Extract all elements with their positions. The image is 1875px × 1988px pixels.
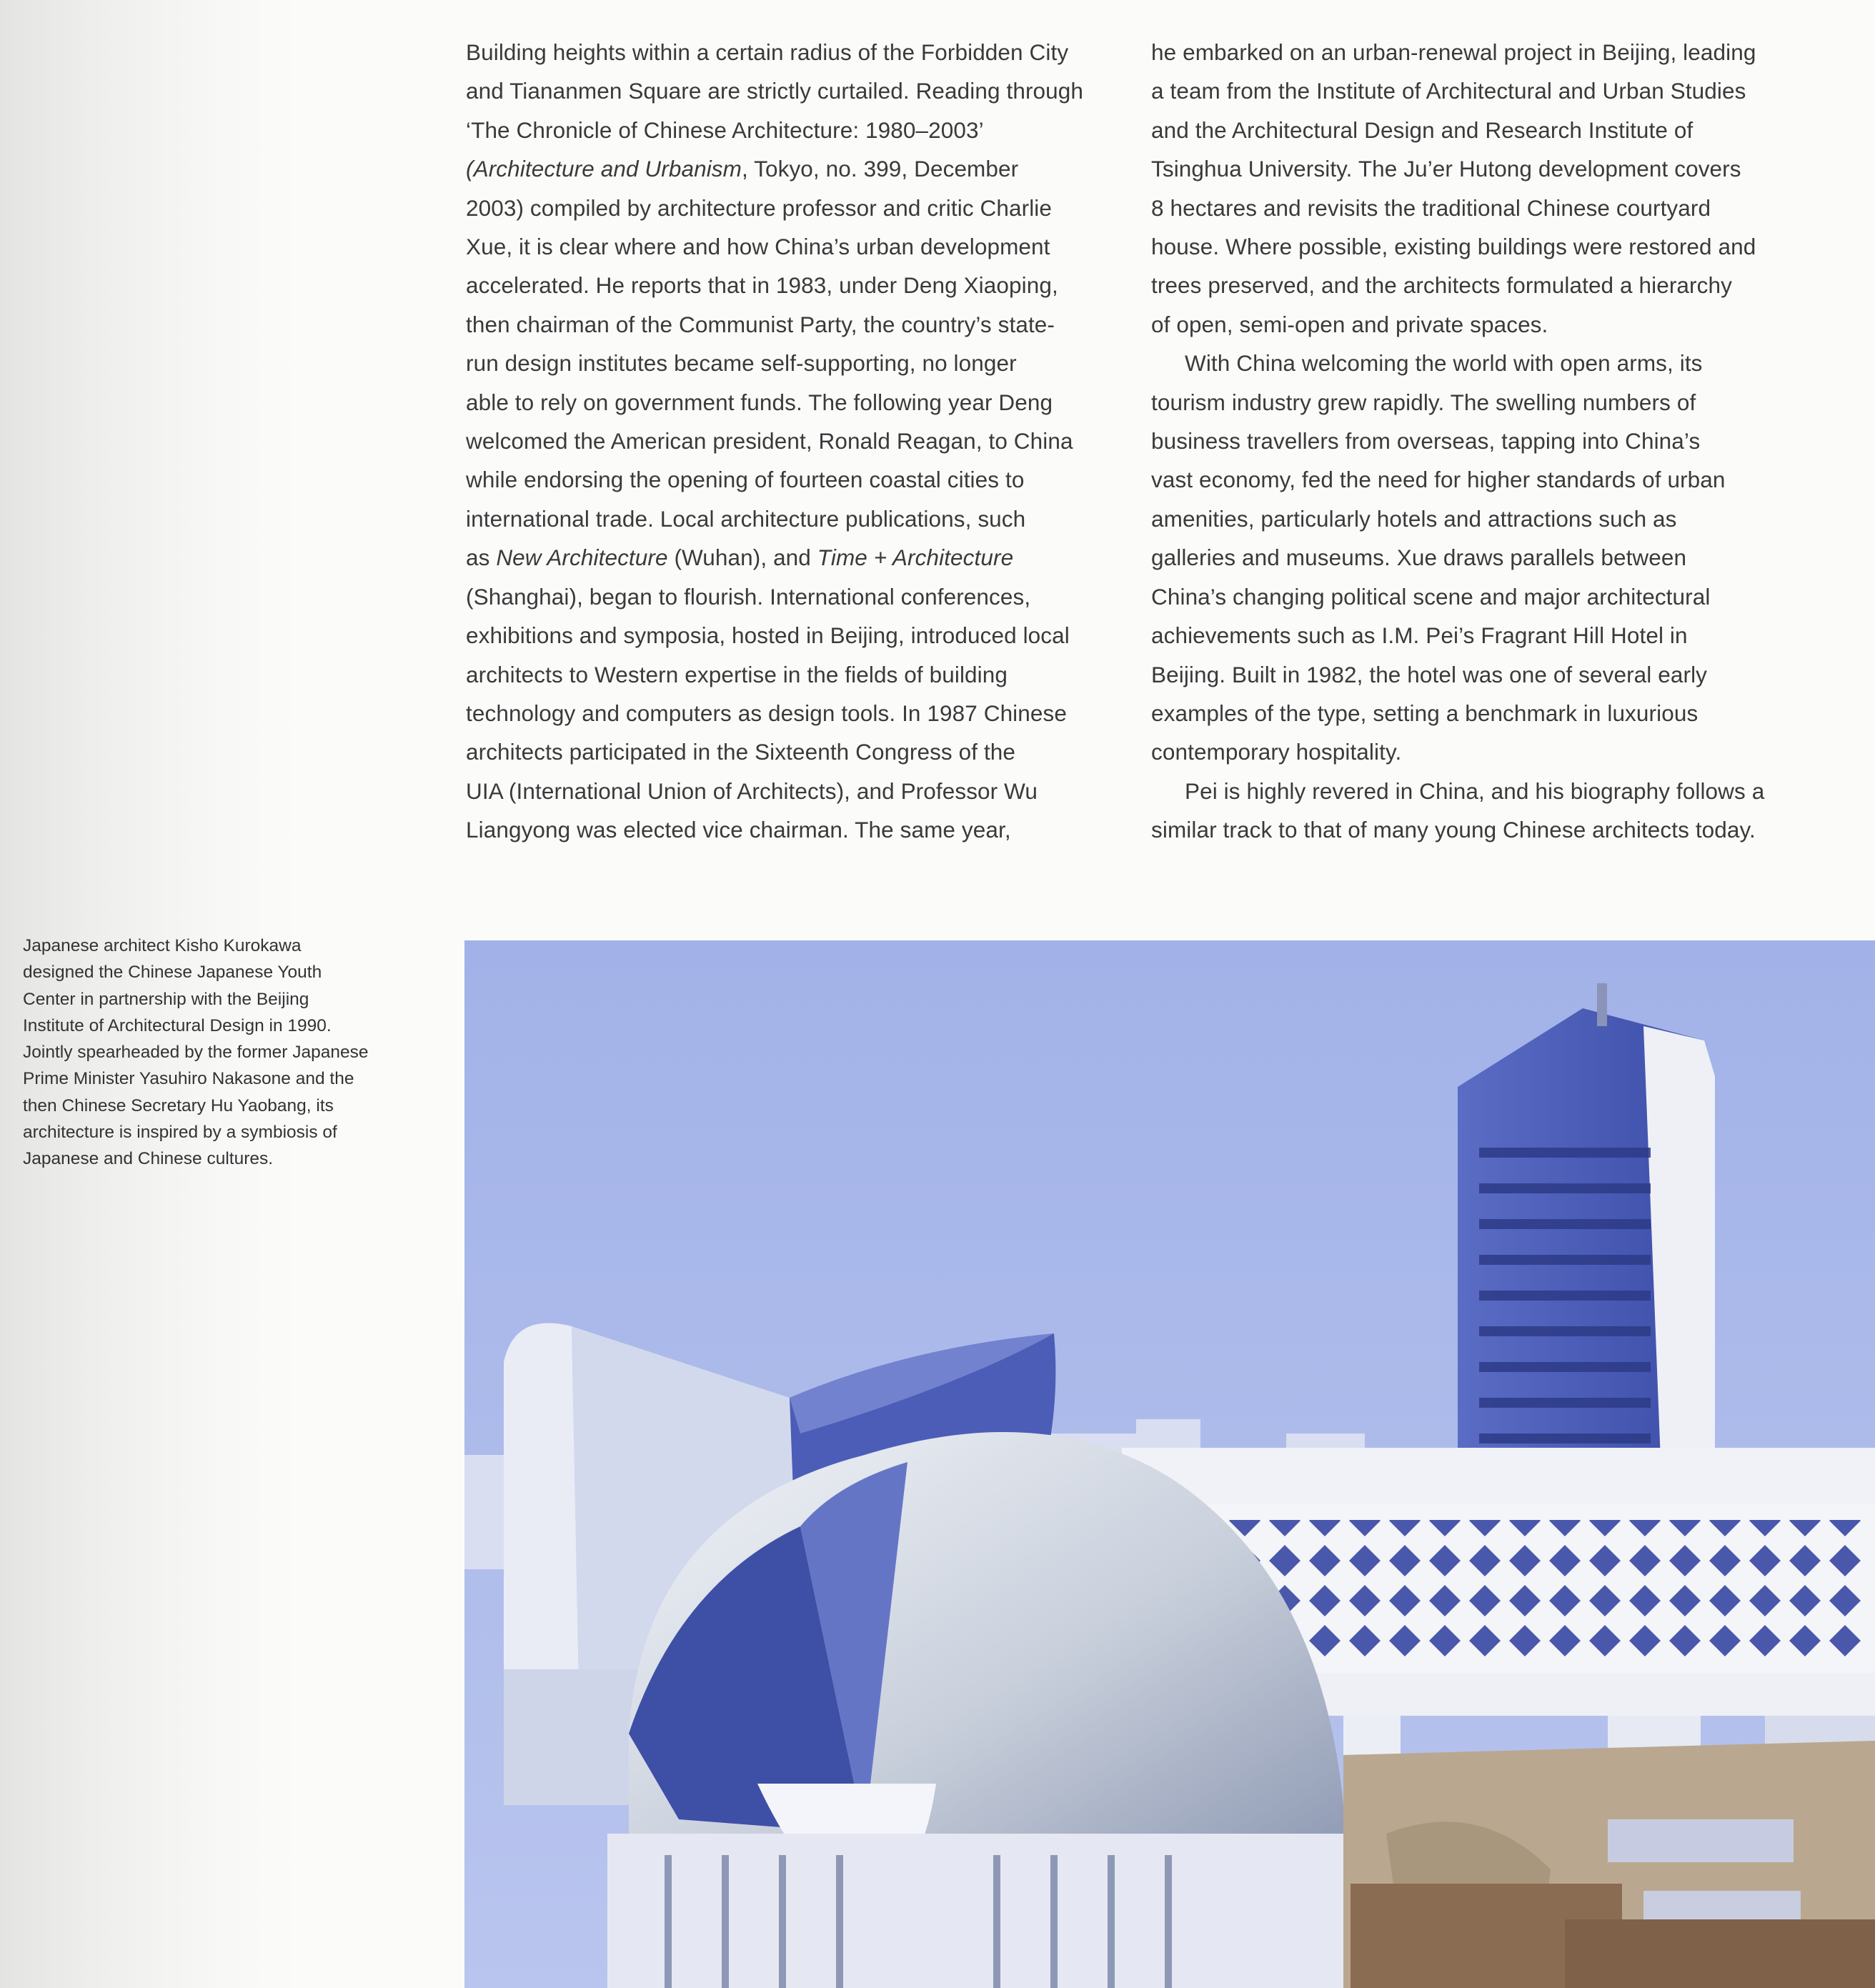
text-line <box>466 772 1102 810</box>
text-line <box>1151 655 1780 694</box>
text-run: international trade. Local architecture publications, such <box>466 505 1026 532</box>
italic-title: (Architecture and Urbanism <box>466 156 742 182</box>
text-line <box>466 616 1102 655</box>
text-run: (Wuhan), and <box>667 545 817 571</box>
text-line <box>466 149 1102 188</box>
text-run: Tsinghua University. The Ju’er Hutong development covers <box>1151 156 1741 182</box>
foreground-site <box>1343 1741 1875 1988</box>
text-line <box>1151 111 1780 149</box>
text-line <box>466 71 1102 110</box>
photo-illustration <box>464 940 1875 1988</box>
caption-line: Japanese architect Kisho Kurokawa <box>23 936 302 955</box>
text-run: then chairman of the Communist Party, the country’s state- <box>466 311 1055 337</box>
text-run: similar track to that of many young Chinese architects today. <box>1151 817 1756 843</box>
text-line <box>1151 266 1780 304</box>
text-run: as <box>466 545 497 571</box>
text-run: business travellers from overseas, tapping into China’s <box>1151 428 1701 454</box>
text-line <box>1151 694 1780 732</box>
text-run: trees preserved, and the architects formulated a hierarchy <box>1151 272 1732 299</box>
text-line <box>466 577 1102 616</box>
text-run: architects participated in the Sixteenth Congress of the <box>466 739 1016 765</box>
text-run: 8 hectares and revisits the traditional Chinese courtyard <box>1151 194 1711 221</box>
italic-title: Time + Architecture <box>817 545 1014 571</box>
photo-caption <box>23 933 423 1173</box>
text-line <box>466 189 1102 227</box>
text-run: Liangyong was elected vice chairman. The same year, <box>466 817 1011 843</box>
text-run: UIA (International Union of Architects), and Professor Wu <box>466 777 1038 804</box>
text-run: China’s changing political scene and major architectural <box>1151 583 1711 610</box>
text-run: achievements such as I.M. Pei’s Fragrant Hill Hotel in <box>1151 622 1688 649</box>
text-line <box>466 227 1102 266</box>
text-line <box>466 266 1102 304</box>
text-run: accelerated. He reports that in 1983, under Deng Xiaoping, <box>466 272 1058 299</box>
text-run: contemporary hospitality. <box>1151 739 1402 765</box>
text-line <box>1151 149 1780 188</box>
text-line <box>1151 460 1780 499</box>
text-run: house. Where possible, existing buildings were restored and <box>1151 234 1756 260</box>
text-run: amenities, particularly hotels and attractions such as <box>1151 505 1677 532</box>
caption-line: Institute of Architectural Design in 1990. <box>23 1015 332 1035</box>
text-run: 2003) compiled by architecture professor and critic Charlie <box>466 194 1053 221</box>
text-run: tourism industry grew rapidly. The swelling numbers of <box>1151 389 1696 415</box>
text-line <box>1151 772 1780 810</box>
caption-line: then Chinese Secretary Hu Yaobang, its <box>23 1095 334 1115</box>
text-line <box>1151 810 1780 849</box>
caption-line: Prime Minister Yasuhiro Nakasone and the <box>23 1069 354 1089</box>
text-line <box>1151 189 1780 227</box>
text-line <box>466 694 1102 732</box>
caption-line: Jointly spearheaded by the former Japanese <box>23 1043 369 1063</box>
text-run: galleries and museums. Xue draws parallels between <box>1151 545 1687 571</box>
text-line <box>466 732 1102 771</box>
text-run: he embarked on an urban-renewal project in Beijing, leading <box>1151 39 1756 65</box>
text-run: welcomed the American president, Ronald Reagan, to China <box>466 428 1073 454</box>
text-run: architects to Western expertise in the fields of building <box>466 661 1008 687</box>
text-line <box>1151 422 1780 460</box>
text-line <box>466 422 1102 460</box>
text-line <box>1151 500 1780 538</box>
text-line <box>466 500 1102 538</box>
text-run: With China welcoming the world with open arms, its <box>1185 350 1703 377</box>
text-run: of open, semi-open and private spaces. <box>1151 311 1548 337</box>
text-line <box>1151 577 1780 616</box>
text-line <box>1151 305 1780 344</box>
text-run: and Tiananmen Square are strictly curtailed. Reading through <box>466 78 1084 104</box>
text-line <box>1151 616 1780 655</box>
text-line <box>1151 383 1780 422</box>
photo-youth-center <box>464 940 1875 1988</box>
text-run: Pei is highly revered in China, and his biography follows a <box>1185 777 1765 804</box>
text-run: examples of the type, setting a benchmark in luxurious <box>1151 700 1699 726</box>
caption-line: architecture is inspired by a symbiosis of <box>23 1123 337 1143</box>
text-line <box>1151 227 1780 266</box>
text-run: run design institutes became self-supporting, no longer <box>466 350 1017 377</box>
text-run: while endorsing the opening of fourteen coastal cities to <box>466 467 1025 493</box>
body-text-right-column <box>1151 33 1780 850</box>
text-line <box>466 111 1102 149</box>
text-line <box>466 810 1102 849</box>
text-run: able to rely on government funds. The following year Deng <box>466 389 1053 415</box>
caption-line: Japanese and Chinese cultures. <box>23 1149 274 1169</box>
text-line <box>466 33 1102 71</box>
text-run: a team from the Institute of Architectural and Urban Studies <box>1151 78 1746 104</box>
text-line <box>1151 33 1780 71</box>
text-line <box>466 538 1102 577</box>
text-run: (Shanghai), began to flourish. International conferences, <box>466 583 1031 610</box>
text-line <box>1151 732 1780 771</box>
body-text-left-column <box>466 33 1102 850</box>
text-line <box>466 344 1102 382</box>
text-run: Xue, it is clear where and how China’s urban development <box>466 234 1050 260</box>
text-line <box>1151 538 1780 577</box>
text-run: ‘The Chronicle of Chinese Architecture: 1980–2003’ <box>466 116 984 143</box>
caption-line: designed the Chinese Japanese Youth <box>23 963 322 983</box>
text-run: Beijing. Built in 1982, the hotel was one of several early <box>1151 661 1708 687</box>
italic-title: New Architecture <box>496 545 668 571</box>
caption-line: Center in partnership with the Beijing <box>23 989 309 1009</box>
text-line <box>466 655 1102 694</box>
text-line <box>466 383 1102 422</box>
text-line <box>1151 344 1780 382</box>
text-run: , Tokyo, no. 399, December <box>742 156 1019 182</box>
text-run: and the Architectural Design and Research Institute of <box>1151 116 1694 143</box>
text-line <box>1151 71 1780 110</box>
text-run: Building heights within a certain radius of the Forbidden City <box>466 39 1069 65</box>
text-line <box>466 460 1102 499</box>
text-run: exhibitions and symposia, hosted in Beijing, introduced local <box>466 622 1070 649</box>
text-line <box>466 305 1102 344</box>
text-run: technology and computers as design tools. In 1987 Chinese <box>466 700 1067 726</box>
text-run: vast economy, fed the need for higher standards of urban <box>1151 467 1726 493</box>
